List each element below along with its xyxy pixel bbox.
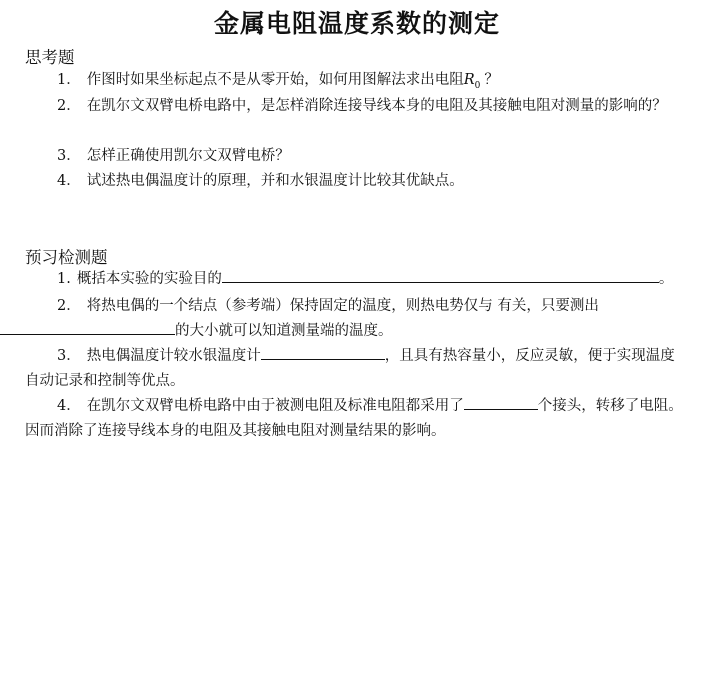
thinking-question-3 bbox=[25, 144, 689, 169]
preview-question-4 bbox=[25, 394, 689, 444]
question-text: 在凯尔文双臂电桥电路中，是怎样消除连接导线本身的电阻及其接触电阻对测量的影响的？ bbox=[86, 98, 667, 114]
preview-questions-heading: 预习检测题 bbox=[25, 248, 108, 267]
answer-blank[interactable] bbox=[222, 268, 659, 283]
thinking-questions-heading: 思考题 bbox=[25, 48, 75, 67]
thinking-question-4 bbox=[25, 169, 689, 194]
question-text: 怎样正确使用凯尔文双臂电桥？ bbox=[86, 148, 290, 164]
question-text-after: ，且具有热容量小，反应灵敏，便于实现温度自动记录和控制等优点。 bbox=[25, 348, 675, 389]
question-tail: ？ bbox=[484, 72, 499, 88]
preview-question-3 bbox=[25, 344, 689, 394]
question-text: 作图时如果坐标起点不是从零开始，如何用图解法求出电阻 bbox=[86, 72, 464, 88]
resistance-symbol: $R_0$ bbox=[463, 72, 481, 91]
question-text: 热电偶温度计较水银温度计 bbox=[86, 348, 261, 364]
question-number: 1． bbox=[57, 72, 81, 88]
answer-blank[interactable] bbox=[261, 345, 385, 360]
question-text: 在凯尔文双臂电桥电路中由于被测电阻及标准电阻都采用了 bbox=[86, 398, 464, 414]
question-number: 3． bbox=[57, 348, 81, 364]
answer-blank[interactable] bbox=[0, 320, 175, 335]
question-number: 2． bbox=[57, 98, 81, 114]
preview-question-1 bbox=[25, 267, 689, 292]
document-title: 金属电阻温度系数的测定 bbox=[213, 9, 500, 38]
preview-question-2 bbox=[25, 294, 689, 344]
question-number: 2． bbox=[57, 298, 81, 314]
question-number: 4． bbox=[57, 398, 81, 414]
question-text-after: 。 bbox=[658, 271, 674, 287]
answer-blank[interactable] bbox=[464, 395, 538, 410]
question-number: 1. bbox=[57, 271, 71, 287]
question-number: 3． bbox=[57, 148, 81, 164]
question-text: 概括本实验的实验目的 bbox=[76, 271, 222, 287]
thinking-question-2 bbox=[25, 94, 689, 119]
question-text-after: 的大小就可以知道测量端的温度。 bbox=[175, 323, 393, 339]
question-number: 4． bbox=[57, 173, 81, 189]
question-text: 将热电偶的一个结点（参考端）保持固定的温度，则热电势仅与 有关，只要测出 bbox=[86, 298, 599, 314]
question-text: 试述热电偶温度计的原理，并和水银温度计比较其优缺点。 bbox=[86, 173, 464, 189]
question-text-after: 个接头，转移了电阻。因而消除了连接导线本身的电阻及其接触电阻对测量结果的影响。 bbox=[25, 398, 683, 439]
